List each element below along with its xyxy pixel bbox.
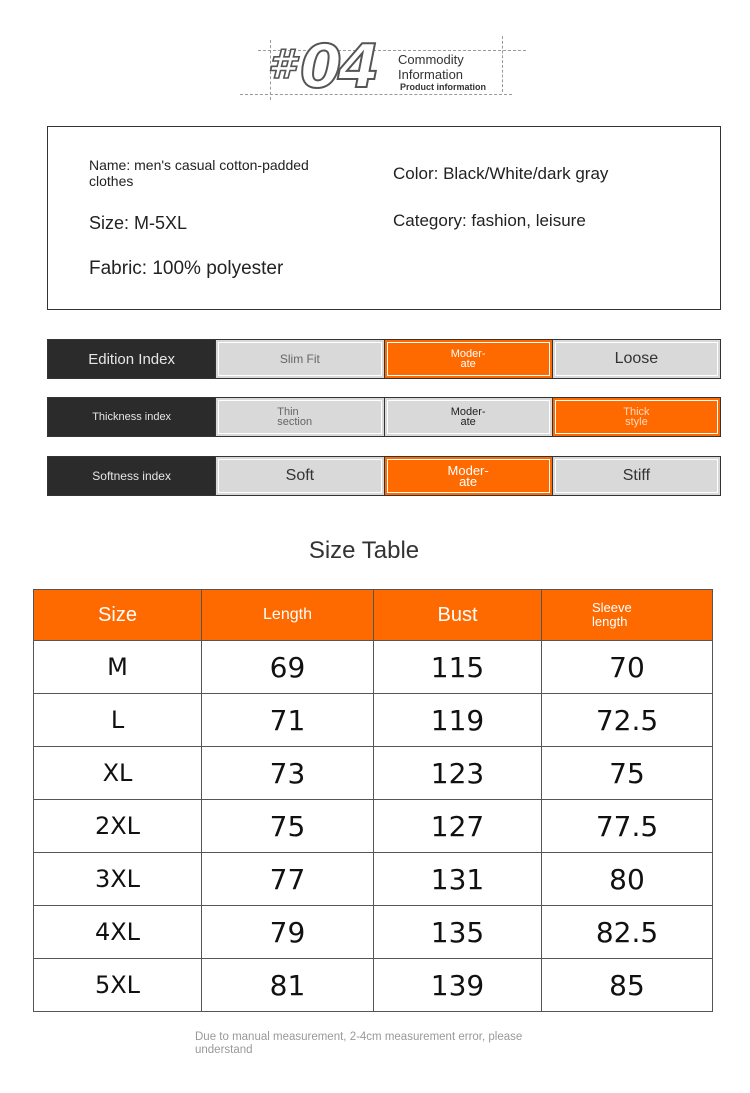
cell-bust: 127	[374, 800, 542, 853]
cell-size: 2XL	[34, 800, 202, 853]
cell-length: 71	[202, 694, 374, 747]
logo-line-2: Information	[398, 67, 464, 82]
table-row	[34, 853, 713, 906]
cell-size: XL	[34, 747, 202, 800]
thickness-option-thin: Thin section	[215, 398, 383, 436]
edition-index-label: Edition Index	[48, 340, 215, 378]
cell-length: 73	[202, 747, 374, 800]
thickness-index-bar	[47, 397, 721, 437]
cell-bust: 115	[374, 641, 542, 694]
header-bust: Bust	[374, 590, 542, 641]
thickness-option-thick: Thick style	[552, 398, 720, 436]
cell-bust: 135	[374, 906, 542, 959]
softness-index-bar	[47, 456, 721, 496]
logo-divider-bottom	[240, 94, 512, 95]
cell-sleeve: 82.5	[542, 906, 713, 959]
cell-length: 79	[202, 906, 374, 959]
logo-number: 04	[300, 32, 376, 102]
thickness-option-moderate: Moder- ate	[384, 398, 552, 436]
logo-divider-right	[502, 36, 503, 92]
logo-hash: #	[268, 42, 295, 88]
header-length: Length	[202, 590, 374, 641]
table-row	[34, 641, 713, 694]
section-logo	[240, 32, 530, 102]
table-row	[34, 959, 713, 1012]
cell-bust: 119	[374, 694, 542, 747]
softness-index-label: Softness index	[48, 457, 215, 495]
table-row	[34, 747, 713, 800]
cell-sleeve: 72.5	[542, 694, 713, 747]
cell-size: 4XL	[34, 906, 202, 959]
softness-option-soft: Soft	[215, 457, 383, 495]
product-info-box	[47, 126, 721, 310]
cell-length: 81	[202, 959, 374, 1012]
cell-length: 69	[202, 641, 374, 694]
cell-bust: 131	[374, 853, 542, 906]
info-size: Size: M-5XL	[89, 213, 188, 233]
softness-option-moderate: Moder- ate	[384, 457, 552, 495]
edition-option-moderate: Moder- ate	[384, 340, 552, 378]
logo-line-3: Product information	[400, 82, 486, 92]
logo-divider-top	[258, 50, 526, 51]
cell-length: 77	[202, 853, 374, 906]
info-color: Color: Black/White/dark gray	[393, 164, 609, 183]
table-row	[34, 906, 713, 959]
thickness-index-label: Thickness index	[48, 398, 215, 436]
size-table-title: Size Table	[308, 537, 420, 564]
table-row	[34, 694, 713, 747]
info-fabric: Fabric: 100% polyester	[89, 258, 284, 279]
header-size: Size	[34, 590, 202, 641]
header-sleeve-length: Sleeve length	[542, 590, 713, 641]
edition-index-bar	[47, 339, 721, 379]
cell-bust: 123	[374, 747, 542, 800]
cell-size: M	[34, 641, 202, 694]
cell-sleeve: 80	[542, 853, 713, 906]
size-table-header-row	[34, 590, 713, 641]
logo-line-1: Commodity	[398, 52, 464, 67]
size-table	[33, 589, 713, 1012]
info-category: Category: fashion, leisure	[393, 211, 586, 230]
edition-option-loose: Loose	[552, 340, 720, 378]
cell-sleeve: 85	[542, 959, 713, 1012]
cell-length: 75	[202, 800, 374, 853]
cell-sleeve: 77.5	[542, 800, 713, 853]
cell-size: L	[34, 694, 202, 747]
softness-option-stiff: Stiff	[552, 457, 720, 495]
edition-option-slim-fit: Slim Fit	[215, 340, 383, 378]
cell-sleeve: 75	[542, 747, 713, 800]
cell-sleeve: 70	[542, 641, 713, 694]
measurement-footnote: Due to manual measurement, 2-4cm measurement error, please understand	[195, 1031, 523, 1056]
table-row	[34, 800, 713, 853]
info-name: Name: men's casual cotton-padded clothes	[89, 157, 309, 189]
cell-size: 3XL	[34, 853, 202, 906]
cell-size: 5XL	[34, 959, 202, 1012]
cell-bust: 139	[374, 959, 542, 1012]
